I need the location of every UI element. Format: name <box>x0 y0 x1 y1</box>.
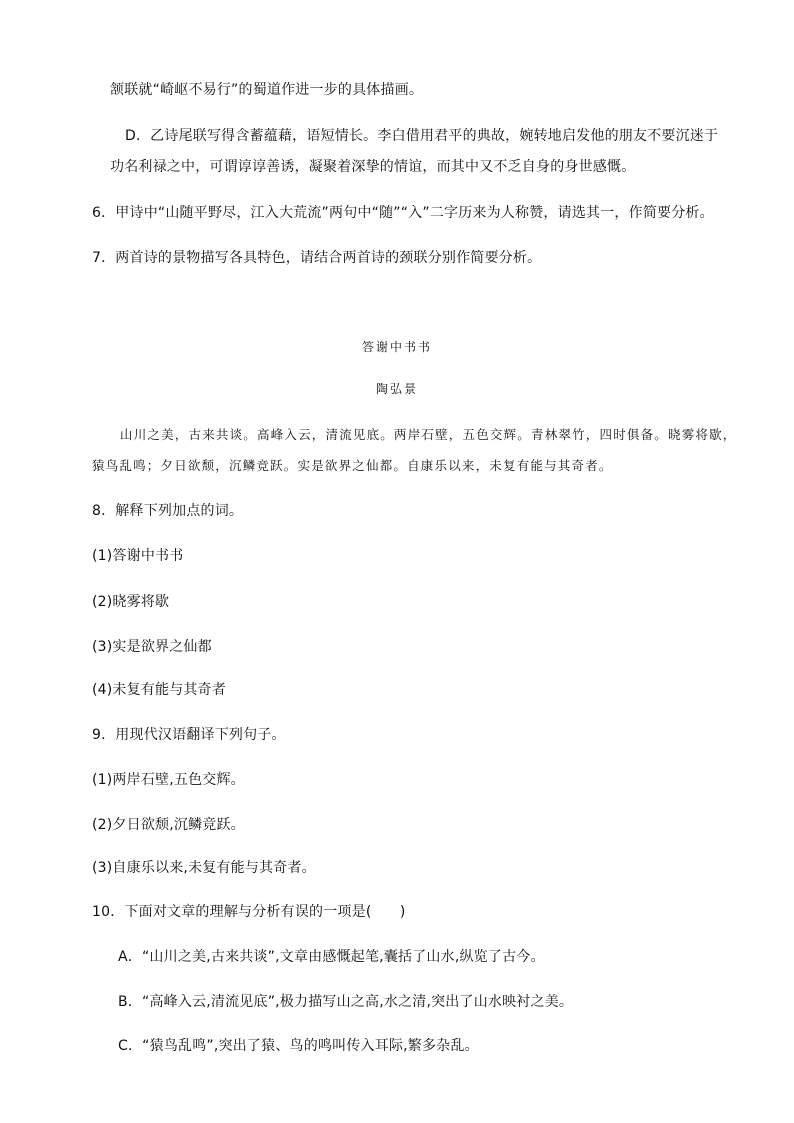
question-8-item-2: (2)晓雾将歇 <box>92 594 170 610</box>
passage-text-line-1: 山川之美，古来共谈。高峰入云，清流见底。两岸石壁，五色交辉。青林翠竹，四时俱备。晓雾将歇， <box>120 427 737 442</box>
option-d-line-1: D．乙诗尾联写得含蓄蕴藉，语短情长。李白借用君平的典故，婉转地启发他的朋友不要沉迷于 <box>125 128 719 144</box>
question-10-option-b: B．“高峰入云,清流见底”,极力描写山之高,水之清,突出了山水映衬之美。 <box>118 994 574 1010</box>
question-8-item-1: (1)答谢中书书 <box>92 548 184 564</box>
question-6: 6．甲诗中“山随平野尽，江入大荒流”两句中“随”“入”二字历来为人称赞，请选其一，作简要分析。 <box>92 205 714 221</box>
question-10-option-a: A．“山川之美,古来共谈”,文章由感慨起笔,囊括了山水,纵览了古今。 <box>118 949 545 965</box>
question-8: 8．解释下列加点的词。 <box>92 503 244 519</box>
passage-text-line-2: 猿鸟乱鸣；夕日欲颓，沉鳞竞跃。实是欲界之仙都。自康乐以来，未复有能与其奇者。 <box>92 458 613 473</box>
question-9-item-3: (3)自康乐以来,未复有能与其奇者。 <box>92 860 316 876</box>
question-10: 10．下面对文章的理解与分析有误的一项是( ) <box>92 904 406 920</box>
option-d-line-2: 功名利禄之中，可谓谆谆善诱，凝聚着深挚的情谊，而其中又不乏自身的身世感慨。 <box>110 159 636 175</box>
question-10-option-c: C．“猿鸟乱鸣”,突出了猿、鸟的鸣叫传入耳际,繁多杂乱。 <box>118 1038 479 1054</box>
question-9: 9．用现代汉语翻译下列句子。 <box>92 727 286 743</box>
question-9-item-2: (2)夕日欲颓,沉鳞竞跃。 <box>92 817 245 833</box>
question-7: 7．两首诗的景物描写各具特色，请结合两首诗的颈联分别作简要分析。 <box>92 250 542 266</box>
passage-title: 答谢中书书 <box>361 340 432 354</box>
passage-author: 陶弘景 <box>375 382 418 396</box>
question-9-item-1: (1)两岸石壁,五色交辉。 <box>92 772 245 788</box>
question-8-item-4: (4)未复有能与其奇者 <box>92 682 227 698</box>
question-8-item-3: (3)实是欲界之仙都 <box>92 639 212 655</box>
option-c-continuation: 颔联就“崎岖不易行”的蜀道作进一步的具体描画。 <box>110 82 424 98</box>
